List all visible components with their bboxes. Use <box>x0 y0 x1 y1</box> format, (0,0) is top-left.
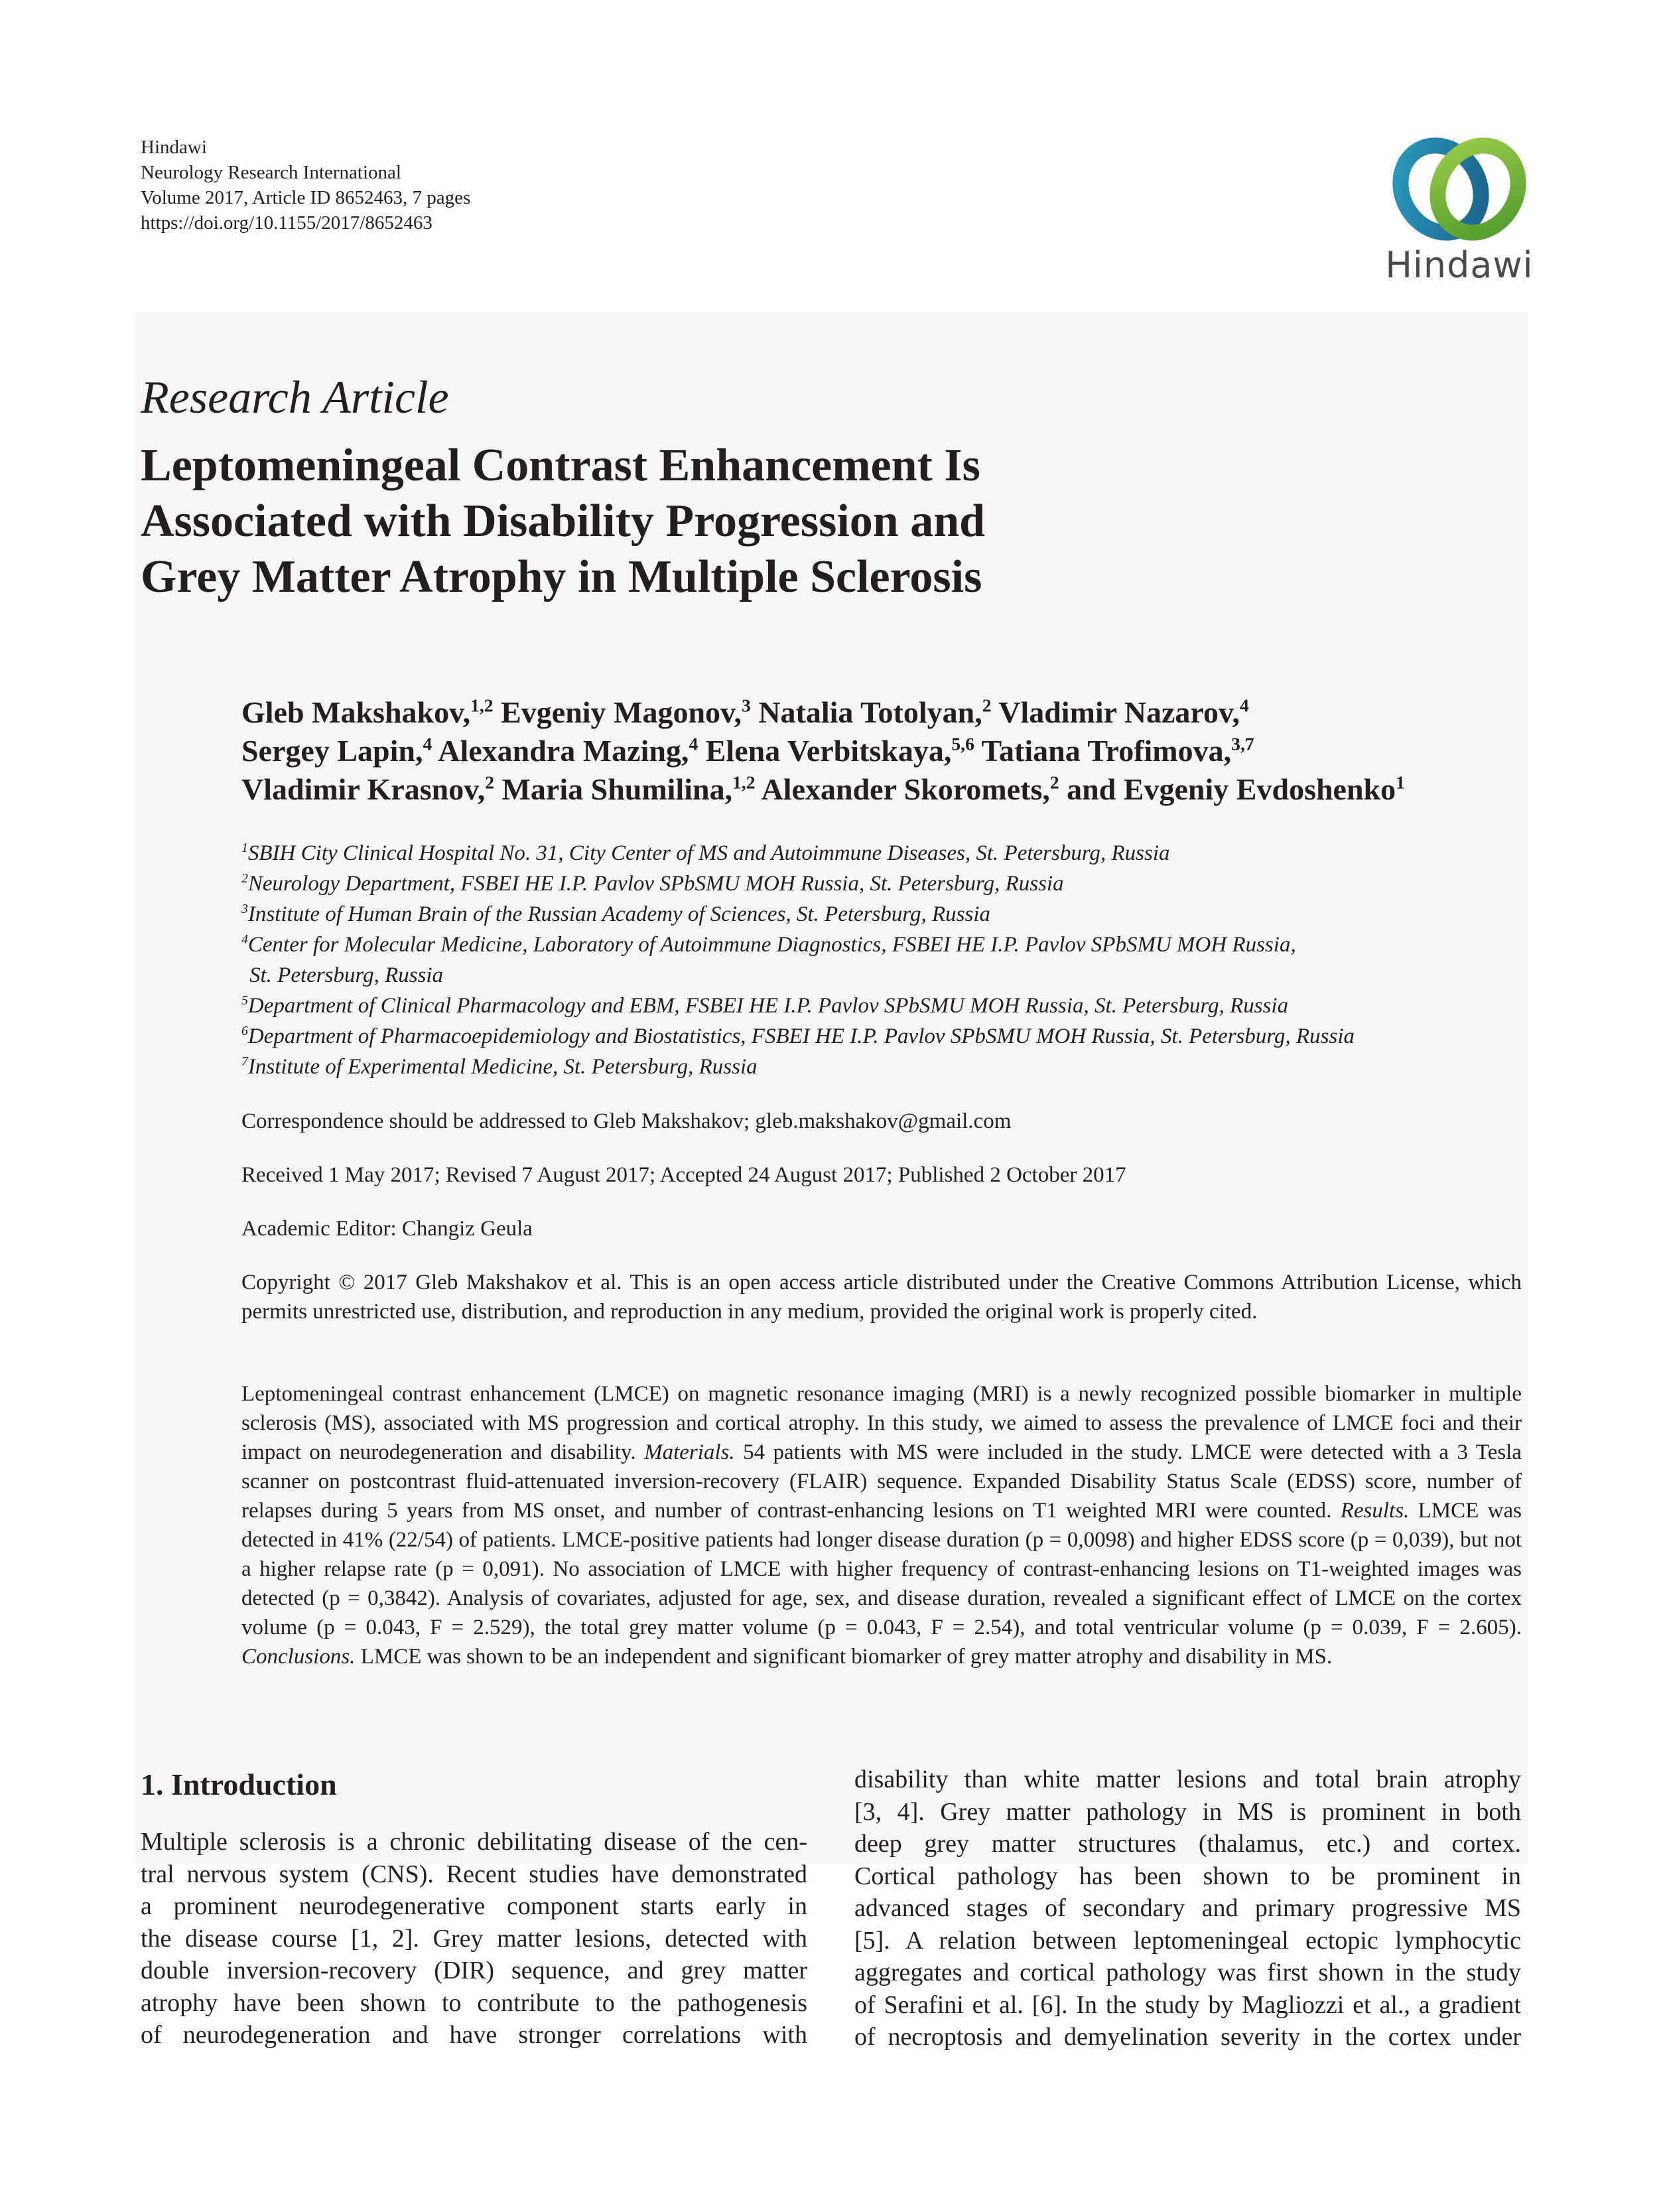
author: Gleb Makshakov,$^{1,2}$ <box>241 695 494 729</box>
article-dates: Received 1 May 2017; Revised 7 August 2017; Accepted 24 August 2017; Published 2 October 2017 <box>241 1163 1126 1187</box>
title-line: Grey Matter Atrophy in Multiple Sclerosis <box>141 551 982 602</box>
text-line: of neurodegeneration and have stronger correlations with <box>141 2021 807 2049</box>
article-type: Research Article <box>141 372 449 423</box>
affiliation: $^3$Institute of Human Brain of the Russian Academy of Sciences, St. Petersburg, Russia <box>241 902 990 926</box>
affiliations <box>241 838 1535 1082</box>
author: Elena Verbitskaya,$^{5,6}$ <box>705 733 974 768</box>
affiliation: $^2$Neurology Department, FSBEI HE I.P. Pavlov SPbSMU MOH Russia, St. Petersburg, Russia <box>241 871 1064 896</box>
affiliation: $^4$Center for Molecular Medicine, Laboratory of Autoimmune Diagnostics, FSBEI HE I.P. Pavlov SPbSMU MOH Russia, <box>241 932 1296 957</box>
journal-publisher: Hindawi <box>141 137 207 158</box>
article-title <box>141 438 1335 605</box>
abstract: Leptomeningeal contrast enhancement (LMCE) on magnetic resonance imaging (MRI) is a newly recognized possible biomarker in multiple sclerosis (MS), associated with MS progression and cortical atrophy. In this study, we aimed to assess the prevalence of LMCE foci and their impact on neurodegeneration and disability. Materials. 54 patients with MS were included in the study. LMCE were detected with a 3 Tesla scanner on postcontrast fluid-attenuated inversion-recovery (FLAIR) sequence. Expanded Disability Status Scale (EDSS) score, number of relapses during 5 years from MS onset, and number of contrast-enhancing lesions on T1 weighted MRI were counted. Results. LMCE was detected in 41% (22/54) of patients. LMCE-positive patients had longer disease duration (p = 0,0098) and higher EDSS score (p = 0,039), but not a higher relapse rate (p = 0,091). No association of LMCE with higher frequency of contrast-enhancing lesions on T1-weighted images was detected (p = 0,3842). Analysis of covariates, adjusted for age, sex, and disease duration, revealed a significant effect of LMCE on the cortex volume (p = 0.043, F = 2.529), the total grey matter volume (p = 0.043, F = 2.54), and total ventricular volume (p = 0.039, F = 2.605). Conclusions. LMCE was shown to be an independent and significant biomarker of grey matter atrophy and disability in MS. <box>241 1382 1522 1669</box>
text-line: of necroptosis and demyelination severity in the cortex under <box>854 2023 1521 2051</box>
affiliation-continuation: St. Petersburg, Russia <box>249 963 444 987</box>
text-line: disability than white matter lesions and total brain atrophy <box>854 1765 1521 1793</box>
title-line: Leptomeningeal Contrast Enhancement Is <box>141 440 980 491</box>
author: Alexander Skoromets,$^2$ <box>761 772 1059 806</box>
text-line: [3, 4]. Grey matter pathology in MS is prominent in both <box>854 1797 1521 1826</box>
text-line: advanced stages of secondary and primary progressive MS <box>854 1894 1521 1922</box>
author: Sergey Lapin,$^4$ <box>241 733 432 768</box>
author-line <box>241 770 1535 809</box>
text-line: double inversion-recovery (DIR) sequence, and grey matter <box>141 1957 807 1984</box>
author: Vladimir Nazarov,$^4$ <box>998 695 1249 729</box>
text-line: of Serafini et al. [6]. In the study by Magliozzi et al., a gradient <box>854 1990 1521 2019</box>
text-line: aggregates and cortical pathology was first shown in the study <box>854 1959 1521 1986</box>
journal-name: Neurology Research International <box>141 162 401 183</box>
text-line: a prominent neurodegenerative component starts early in <box>141 1892 807 1920</box>
affiliation: $^5$Department of Clinical Pharmacology and EBM, FSBEI HE I.P. Pavlov SPbSMU MOH Russia, St. Petersburg, Russia <box>241 993 1289 1018</box>
author: and Evgeniy Evdoshenko$^1$ <box>1067 772 1405 806</box>
text-line: Cortical pathology has been shown to be prominent in <box>854 1862 1521 1890</box>
section-heading-introduction: 1. Introduction <box>141 1767 337 1801</box>
author-line <box>241 732 1535 770</box>
text-line: Multiple sclerosis is a chronic debilitating disease of the cen- <box>141 1828 807 1856</box>
hindawi-wordmark: Hindawi <box>1385 244 1534 286</box>
correspondence: Correspondence should be addressed to Gleb Makshakov; gleb.makshakov@gmail.com <box>241 1109 1012 1133</box>
journal-volume: Volume 2017, Article ID 8652463, 7 pages <box>141 187 471 208</box>
author-list <box>241 693 1535 809</box>
intro-right-column <box>854 1763 1521 2053</box>
text-line: the disease course [1, 2]. Grey matter lesions, detected with <box>141 1924 807 1953</box>
hindawi-logo <box>1373 133 1546 292</box>
text-line: [5]. A relation between leptomeningeal ectopic lymphocytic <box>854 1926 1521 1955</box>
affiliation: $^7$Institute of Experimental Medicine, St. Petersburg, Russia <box>241 1054 758 1079</box>
affiliation: $^6$Department of Pharmacoepidemiology and Biostatistics, FSBEI HE I.P. Pavlov SPbSMU MOH Russia, St. Petersburg, Russia <box>241 1024 1355 1048</box>
author: Natalia Totolyan,$^2$ <box>758 695 992 729</box>
text-line: atrophy have been shown to contribute to the pathogenesis <box>141 1988 807 2017</box>
author: Tatiana Trofimova,$^{3,7}$ <box>981 733 1254 768</box>
journal-info <box>141 135 470 236</box>
author: Alexandra Mazing,$^4$ <box>438 733 698 768</box>
text-line: tral nervous system (CNS). Recent studies have demonstrated <box>141 1860 807 1888</box>
hindawi-rings-icon <box>1386 133 1532 245</box>
journal-doi[interactable]: https://doi.org/10.1155/2017/8652463 <box>141 212 432 234</box>
affiliation: $^1$SBIH City Clinical Hospital No. 31, City Center of MS and Autoimmune Diseases, St. Petersburg, Russia <box>241 841 1170 865</box>
text-line: deep grey matter structures (thalamus, etc.) and cortex. <box>854 1830 1521 1858</box>
author: Vladimir Krasnov,$^2$ <box>241 772 494 806</box>
author: Evgeniy Magonov,$^3$ <box>501 695 751 729</box>
copyright-notice: Copyright © 2017 Gleb Makshakov et al. This is an open access article distributed under the Creative Commons Attribution License, which permits unrestricted use, distribution, and reproduction in any medium, provided the original work is properly cited. <box>241 1271 1522 1324</box>
intro-left-column <box>141 1826 807 2051</box>
author-line <box>241 693 1535 732</box>
title-line: Associated with Disability Progression and <box>141 496 986 547</box>
author: Maria Shumilina,$^{1,2}$ <box>501 772 756 806</box>
academic-editor: Academic Editor: Changiz Geula <box>241 1217 533 1241</box>
